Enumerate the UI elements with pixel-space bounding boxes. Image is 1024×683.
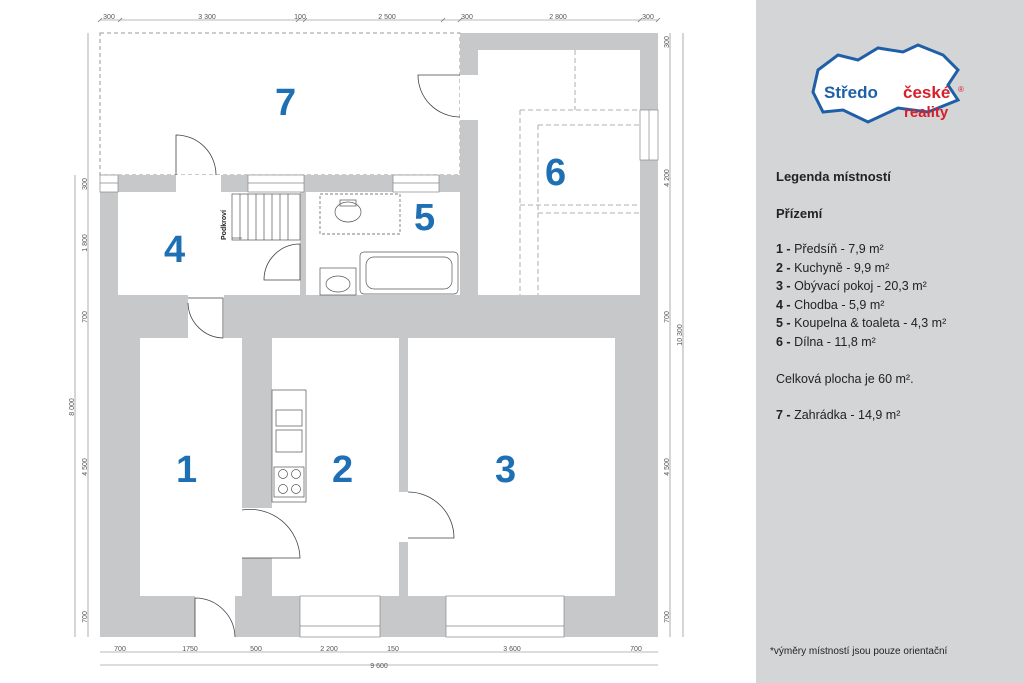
dim-top-2: 3 300 [198,14,216,21]
legend-title: Legenda místností [776,169,891,184]
dim-bottom-6: 3 600 [503,646,521,653]
dim-bottom-total: 9 600 [370,663,388,670]
logo-text-ceske: české [903,83,951,102]
dim-right-2: 4 200 [664,169,671,187]
dim-left-5: 700 [82,611,89,623]
room-label-2: 2 [332,449,354,491]
dim-top-7: 300 [642,14,654,21]
logo-registered: ® [958,85,964,94]
legend-item-number: 3 - [776,279,791,293]
dim-bottom-3: 500 [250,646,262,653]
dim-right-5: 700 [664,611,671,623]
legend-item-number: 6 - [776,335,791,349]
kitchen-counter [272,390,306,502]
dim-top-4: 2 500 [378,14,396,21]
legend-item-text: Zahrádka - 14,9 m² [794,408,901,422]
logo-text-stredo: Středo [824,83,878,102]
dim-top-5: 300 [461,14,473,21]
legend-item-text: Koupelna & toaleta - 4,3 m² [794,316,947,330]
legend-item-number: 5 - [776,316,791,330]
dim-top-1: 300 [103,14,115,21]
dim-bottom-1: 700 [114,646,126,653]
dim-right-1: 300 [664,36,671,48]
legend-item-number: 7 - [776,408,791,422]
dim-bottom-2: 1750 [182,646,198,653]
dim-right-3: 700 [664,311,671,323]
partition-wall [300,192,306,295]
legend-item-text: Chodba - 5,9 m² [794,298,885,312]
dim-top-3: 100 [294,14,306,21]
legend-item-number: 1 - [776,242,791,256]
dim-left-4: 4 500 [82,458,89,476]
dim-left-1: 300 [82,178,89,190]
room-label-1: 1 [176,449,198,491]
legend-item [776,335,876,349]
doorway-1-2 [242,508,272,558]
dim-top-6: 2 800 [549,14,567,21]
dim-bottom-5: 150 [387,646,399,653]
doorway-2-3 [399,492,408,542]
room-label-6: 6 [545,152,567,194]
legend-item [776,242,884,256]
legend-item-text: Předsíň - 7,9 m² [794,242,884,256]
legend-item [776,298,884,312]
dim-bottom-7: 700 [630,646,642,653]
dim-bottom-4: 2 200 [320,646,338,653]
legend-item-text: Kuchyně - 9,9 m² [794,261,890,275]
dim-left-3: 700 [82,311,89,323]
company-logo [808,40,978,130]
dim-left-2: 1 800 [82,234,89,252]
room-label-4: 4 [164,229,186,271]
legend-item [776,316,946,330]
room-label-3: 3 [495,449,517,491]
footnote: *výměry místností jsou pouze orientační [770,646,948,657]
dim-right-total: 10 300 [677,324,684,346]
doorway-1-4 [188,295,224,338]
legend-item [776,261,889,275]
doorway-4-7 [176,175,221,192]
legend-item-text: Obývací pokoj - 20,3 m² [794,279,927,293]
legend-item-number: 4 - [776,298,791,312]
legend-total: Celková plocha je 60 m². [776,372,914,386]
legend-item-garden [776,408,900,422]
legend-floor: Přízemí [776,206,823,221]
dim-left-total: 8 000 [69,398,76,416]
attic-label: Podkroví [221,210,228,240]
legend-item [776,279,927,293]
legend-item-number: 2 - [776,261,791,275]
doorway-6-7 [460,75,478,120]
dim-right-4: 4 500 [664,458,671,476]
room-label-7: 7 [275,82,297,124]
legend-item-text: Dílna - 11,8 m² [794,335,876,349]
logo-text-reality: reality [904,104,949,121]
legend-panel [756,0,1024,683]
room-label-5: 5 [414,197,436,239]
